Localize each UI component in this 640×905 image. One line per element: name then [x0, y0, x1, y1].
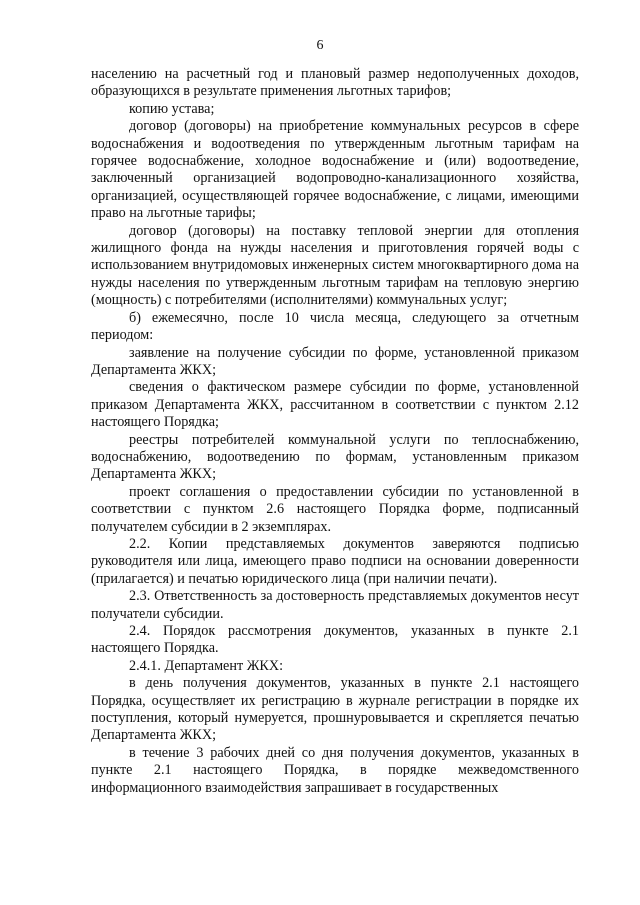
paragraph: 2.4. Порядок рассмотрения документов, указанных в пункте 2.1 настоящего Порядка. — [91, 623, 579, 657]
paragraph: договор (договоры) на поставку тепловой энергии для отопления жилищного фонда на нужды населения и приготовления горячей воды с использованием внутридомовых инженерных систем многоквартирного дома на нужды населения по утвержденным льготным тарифам на тепловую энергию (мощность) с потребителями (исполнителями) коммунальных услуг; — [91, 222, 579, 309]
paragraph: в день получения документов, указанных в пункте 2.1 настоящего Порядка, осуществляет их регистрацию в журнале регистрации в порядке их поступления, который нумеруется, прошнуровывается и скрепляется печатью Департамента ЖКХ; — [91, 675, 579, 744]
paragraph: населению на расчетный год и плановый размер недополученных доходов, образующихся в результате применения льготных тарифов; — [91, 66, 579, 100]
paragraph: реестры потребителей коммунальной услуги по теплоснабжению, водоснабжению, водоотведению по формам, установленным приказом Департамента ЖКХ; — [91, 431, 579, 483]
document-body — [91, 66, 579, 797]
paragraph: 2.4.1. Департамент ЖКХ: — [129, 657, 284, 674]
paragraph: проект соглашения о предоставлении субсидии по установленной в соответствии с пунктом 2.6 настоящего Порядка форме, подписанный получателем субсидии в 2 экземплярах. — [91, 483, 579, 535]
paragraph: копию устава; — [129, 100, 215, 117]
paragraph: 2.2. Копии представляемых документов заверяются подписью руководителя или лица, имеющего право подписи на основании доверенности (прилагается) и печатью юридического лица (при наличии печати). — [91, 535, 579, 587]
paragraph: 2.3. Ответственность за достоверность представляемых документов несут получатели субсидии. — [91, 588, 579, 622]
page-number: 6 — [316, 38, 324, 53]
paragraph: сведения о фактическом размере субсидии по форме, установленной приказом Департамента ЖКХ, рассчитанном в соответствии с пунктом 2.12 настоящего Порядка; — [91, 379, 579, 431]
paragraph: в течение 3 рабочих дней со дня получения документов, указанных в пункте 2.1 настоящего Порядка, в порядке межведомственного информационного взаимодействия запрашивает в государственных — [91, 744, 579, 796]
paragraph: договор (договоры) на приобретение коммунальных ресурсов в сфере водоснабжения и водоотведения по утвержденным льготным тарифам на горячее водоснабжение, холодное водоснабжение и (или) водоотведение, заключенный организацией водопроводно-канализационного хозяйства, организацией, осуществляющей горячее водоснабжение, с лицами, имеющими право на льготные тарифы; — [91, 118, 579, 222]
paragraph: заявление на получение субсидии по форме, установленной приказом Департамента ЖКХ; — [91, 344, 579, 378]
paragraph: б) ежемесячно, после 10 числа месяца, следующего за отчетным периодом: — [91, 309, 579, 344]
